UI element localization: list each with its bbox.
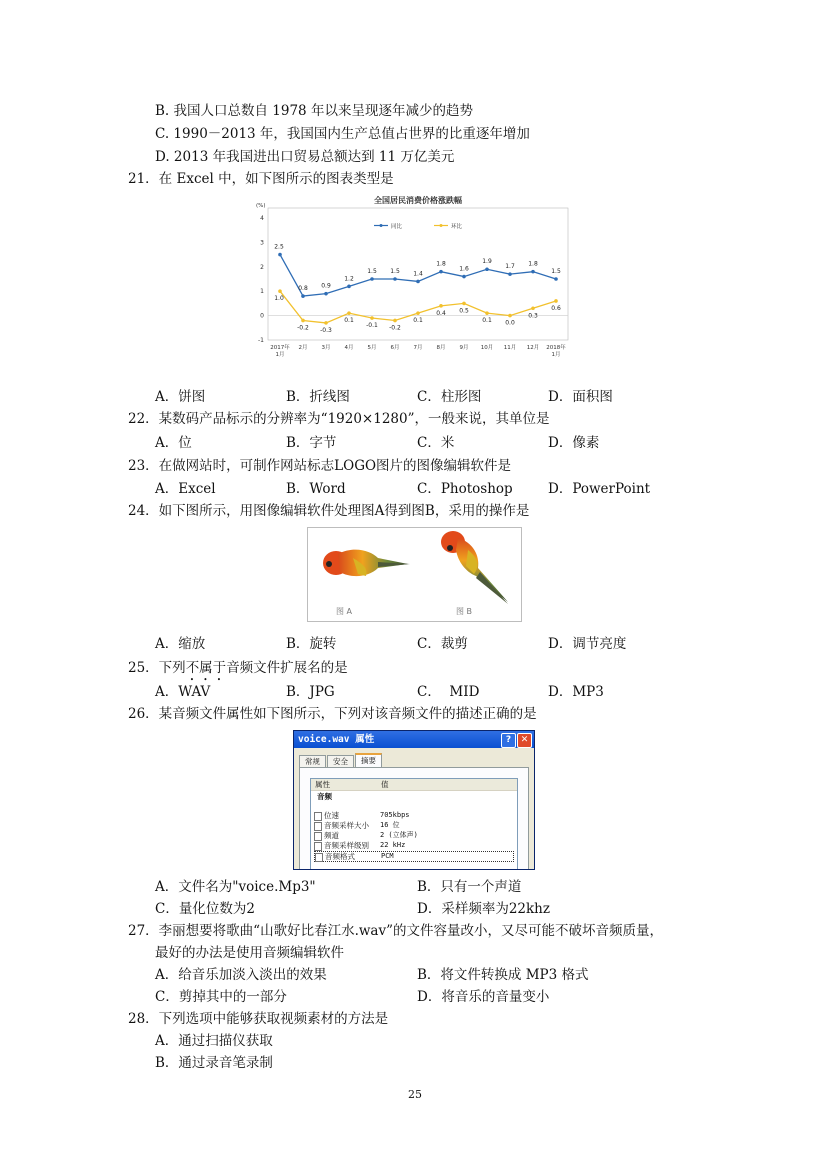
- q25-stem-prefix: 25．下列: [128, 660, 186, 676]
- property-row[interactable]: 音频采样级别 22 kHz: [314, 841, 514, 850]
- column-value[interactable]: 值: [381, 780, 389, 789]
- q23-option-a: A．Excel: [155, 481, 216, 497]
- chart-title: 全国居民消费价格涨跌幅: [374, 196, 462, 205]
- parrot-b-image: [441, 531, 508, 604]
- q23-option-b: B．Word: [286, 481, 346, 497]
- group-audio: 音频: [317, 792, 332, 801]
- q28-option-a: A．通过扫描仪获取: [155, 1033, 273, 1049]
- y-tick-label: 4: [260, 215, 264, 222]
- q24-option-b: B．旋转: [286, 636, 337, 652]
- data-label: 0.1: [413, 317, 423, 325]
- properties-dialog: [293, 730, 535, 870]
- summary-panel: [299, 767, 529, 870]
- x-tick-label: 1月: [551, 352, 561, 358]
- data-label: 2.5: [274, 243, 284, 251]
- legend-label: 同比: [391, 224, 403, 230]
- data-point: [301, 319, 305, 323]
- x-tick-label: 10月: [480, 345, 494, 351]
- parrot-figure: [307, 527, 522, 622]
- property-row-selected[interactable]: 音频格式 PCM: [314, 851, 514, 862]
- data-point: [416, 280, 420, 284]
- data-label: -0.2: [389, 324, 401, 332]
- q21-option-a: A．饼图: [155, 389, 206, 405]
- data-point: [485, 267, 489, 271]
- q22-option-a: A．位: [155, 435, 192, 451]
- q25-stem-suffix: 音频文件扩展名的是: [226, 660, 348, 676]
- y-axis-unit: (%): [256, 203, 266, 209]
- file-icon: [315, 853, 323, 862]
- q25-option-b: B．JPG: [286, 684, 335, 700]
- q27-option-b: B．将文件转换成 MP3 格式: [417, 967, 589, 983]
- question-27-stem-line2: 最好的办法是使用音频编辑软件: [155, 945, 344, 961]
- x-tick-label: 9月: [459, 345, 469, 351]
- data-point: [531, 306, 535, 310]
- close-button[interactable]: ✕: [517, 733, 532, 748]
- data-point: [439, 270, 443, 274]
- q27-option-c: C．剪掉其中的一部分: [155, 989, 287, 1005]
- x-tick-label: 2月: [298, 345, 308, 351]
- y-tick-label: 0: [260, 312, 264, 320]
- cpi-line-chart: [256, 194, 576, 368]
- y-tick-label: 2: [260, 263, 264, 271]
- data-label: 0.4: [436, 309, 446, 317]
- data-point: [554, 299, 558, 303]
- x-tick-label: 4月: [344, 345, 354, 351]
- data-point: [462, 275, 466, 279]
- data-label: 1.5: [367, 268, 377, 275]
- data-label: 1.9: [482, 258, 492, 266]
- data-point: [508, 272, 512, 276]
- q27-option-d: D．将音乐的音量变小: [417, 989, 550, 1005]
- file-icon: [314, 842, 322, 851]
- data-label: 1.6: [459, 265, 469, 273]
- q25-option-d: D．MP3: [548, 684, 604, 700]
- data-label: -0.3: [320, 326, 332, 334]
- data-label: 0.1: [482, 317, 492, 325]
- q28-option-b: B．通过录音笔录制: [155, 1055, 273, 1071]
- question-22-stem: 22．某数码产品标示的分辨率为“1920×1280”，一般来说，其单位是: [128, 411, 550, 427]
- x-tick-label: 2017年: [270, 345, 290, 351]
- question-25-stem: [128, 659, 348, 684]
- legend-marker: [380, 224, 383, 227]
- x-tick-label: 5月: [367, 345, 377, 351]
- figure-a-label: 图 A: [336, 607, 353, 616]
- dialog-tabs: [299, 753, 383, 767]
- q26-option-c: C．量化位数为2: [155, 901, 255, 917]
- data-point: [347, 311, 351, 315]
- tab-summary[interactable]: 摘要: [355, 753, 382, 769]
- help-button[interactable]: ?: [501, 733, 516, 748]
- x-tick-label: 11月: [503, 345, 517, 351]
- q24-option-a: A．缩放: [155, 636, 206, 652]
- question-24-stem: 24．如下图所示，用图像编辑软件处理图A得到图B，采用的操作是: [128, 503, 530, 519]
- data-label: 0.5: [459, 307, 469, 315]
- option-c-text: C. 1990－2013 年，我国国内生产总值占世界的比重逐年增加: [155, 126, 530, 142]
- parrot-a-image: [323, 550, 410, 576]
- data-label: -0.1: [366, 322, 378, 330]
- property-row[interactable]: 频道 2 (立体声): [314, 831, 514, 840]
- dialog-titlebar: [294, 731, 534, 748]
- data-point: [324, 321, 328, 325]
- data-point: [439, 304, 443, 308]
- q25-option-c: C． MID: [417, 684, 480, 700]
- q23-option-c: C．Photoshop: [417, 481, 513, 497]
- data-label: 0.8: [298, 285, 308, 293]
- y-tick-label: 1: [260, 288, 264, 296]
- q22-option-d: D．像素: [548, 435, 600, 451]
- page-number: 25: [408, 1088, 422, 1101]
- q26-option-d: D．采样频率为22khz: [417, 901, 550, 917]
- q21-option-c: C．柱形图: [417, 389, 482, 405]
- data-point: [301, 294, 305, 298]
- q21-option-b: B．折线图: [286, 389, 350, 405]
- q25-emphasis: 不属于: [185, 660, 227, 676]
- question-21-stem: 21．在 Excel 中，如下图所示的图表类型是: [128, 171, 394, 187]
- figure-b-label: 图 B: [456, 607, 473, 616]
- data-point: [347, 285, 351, 289]
- data-point: [393, 319, 397, 323]
- file-icon: [314, 832, 322, 841]
- x-tick-label: 8月: [436, 345, 446, 351]
- data-label: 1.0: [274, 295, 284, 303]
- data-point: [462, 302, 466, 306]
- data-point: [508, 314, 512, 318]
- q25-option-a: A．WAV: [155, 684, 211, 700]
- data-label: 1.5: [390, 268, 400, 275]
- data-label: 1.5: [551, 268, 561, 275]
- question-28-stem: 28．下列选项中能够获取视频素材的方法是: [128, 1011, 389, 1027]
- data-label: 0.0: [505, 319, 515, 327]
- data-point: [485, 311, 489, 315]
- dialog-title: voice.wav 属性: [298, 734, 375, 745]
- y-tick-label: 3: [260, 239, 264, 247]
- legend-label: 环比: [451, 224, 463, 230]
- data-point: [393, 277, 397, 281]
- q22-option-b: B．字节: [286, 435, 337, 451]
- data-label: 1.8: [436, 260, 446, 268]
- x-tick-label: 7月: [413, 345, 423, 351]
- q24-option-c: C．裁剪: [417, 636, 468, 652]
- question-26-stem: 26．某音频文件属性如下图所示，下列对该音频文件的描述正确的是: [128, 706, 537, 722]
- data-label: 0.9: [321, 282, 331, 290]
- data-label: 1.2: [344, 275, 354, 283]
- x-tick-label: 2018年: [546, 345, 566, 351]
- list-header: [311, 779, 517, 791]
- q23-option-d: D．PowerPoint: [548, 481, 651, 497]
- data-point: [324, 292, 328, 296]
- data-point: [278, 289, 282, 293]
- property-row[interactable]: 位速 705kbps: [314, 811, 514, 820]
- q26-option-b: B．只有一个声道: [417, 879, 522, 895]
- y-tick-label: -1: [258, 337, 264, 344]
- column-property[interactable]: 属性: [315, 780, 330, 789]
- chart-svg: [256, 194, 576, 368]
- data-label: 0.6: [551, 304, 561, 312]
- data-point: [416, 311, 420, 315]
- data-label: 1.7: [505, 263, 515, 271]
- q24-option-d: D．调节亮度: [548, 636, 627, 652]
- data-point: [278, 253, 282, 257]
- data-point: [531, 270, 535, 274]
- x-tick-label: 3月: [321, 345, 331, 351]
- property-list: [310, 778, 518, 870]
- data-label: 1.4: [413, 270, 423, 278]
- x-tick-label: 6月: [390, 345, 400, 351]
- question-23-stem: 23．在做网站时，可制作网站标志LOGO图片的图像编辑软件是: [128, 458, 512, 474]
- data-point: [370, 277, 374, 281]
- tab-general[interactable]: 常规: [299, 755, 326, 768]
- data-point: [370, 316, 374, 320]
- data-label: -0.2: [297, 324, 309, 332]
- x-tick-label: 12月: [526, 345, 540, 351]
- legend-marker: [440, 224, 443, 227]
- data-point: [554, 277, 558, 281]
- question-27-stem-line1: 27．李丽想要将歌曲“山歌好比春江水.wav”的文件容量改小，又尽可能不破坏音频质量，: [128, 923, 664, 939]
- x-tick-label: 1月: [275, 352, 285, 358]
- property-row[interactable]: 音频采样大小 16 位: [314, 821, 514, 830]
- data-label: 1.8: [528, 260, 538, 268]
- option-b-text: B. 我国人口总数自 1978 年以来呈现逐年减少的趋势: [155, 103, 473, 119]
- q22-option-c: C．米: [417, 435, 455, 451]
- q21-option-d: D．面积图: [548, 389, 613, 405]
- option-d-text: D. 2013 年我国进出口贸易总额达到 11 万亿美元: [155, 149, 455, 165]
- tab-security[interactable]: 安全: [327, 755, 354, 768]
- q26-option-a: A．文件名为"voice.Mp3": [155, 879, 316, 895]
- file-icon: [314, 812, 322, 821]
- q27-option-a: A．给音乐加淡入淡出的效果: [155, 967, 327, 983]
- data-label: 0.1: [344, 317, 354, 325]
- data-label: 0.3: [528, 312, 538, 320]
- file-icon: [314, 822, 322, 831]
